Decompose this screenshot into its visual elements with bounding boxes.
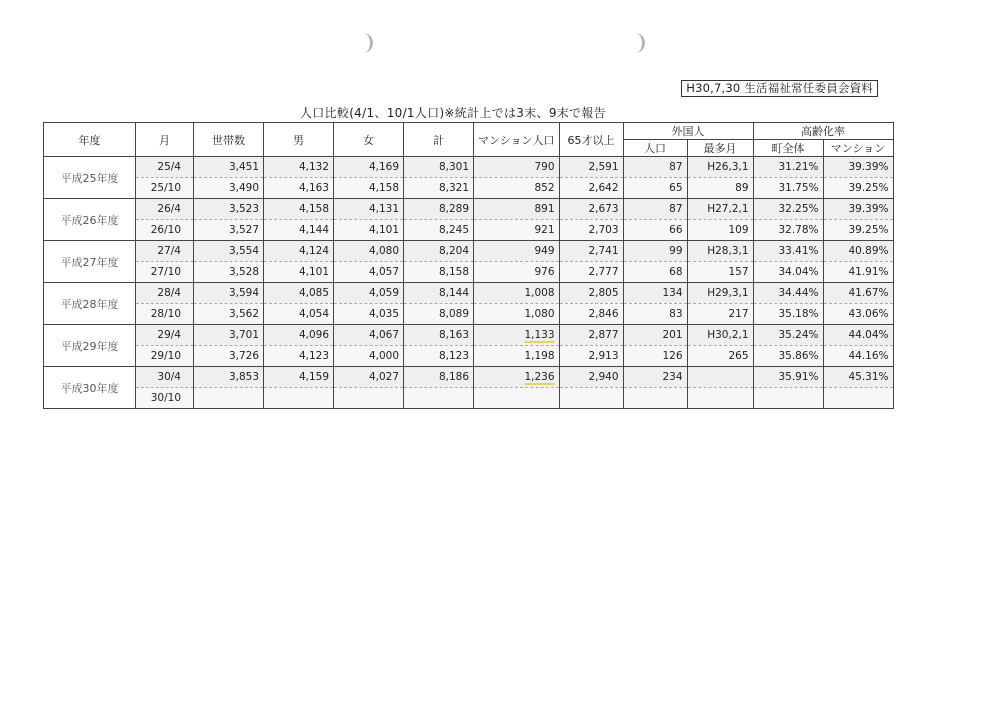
cell-aging-mansion <box>823 325 893 346</box>
cell-aging-town <box>753 220 823 241</box>
cell-aging-town-value: 35.24% <box>778 329 819 341</box>
table-row <box>44 304 894 325</box>
cell-households <box>194 283 264 304</box>
cell-mansion-pop <box>474 178 560 199</box>
cell-female-value: 4,059 <box>368 287 399 299</box>
col-header-aging-town: 町全体 <box>753 140 823 157</box>
cell-total <box>404 346 474 367</box>
cell-mansion-pop <box>474 367 560 388</box>
cell-households-value: 3,527 <box>228 224 259 236</box>
cell-total-value: 8,301 <box>438 161 469 173</box>
cell-mansion-pop-value: 1,133 <box>524 329 555 341</box>
cell-aging-mansion <box>823 388 893 409</box>
cell-over65 <box>559 241 623 262</box>
col-header-households: 世帯数 <box>194 123 264 157</box>
cell-over65 <box>559 262 623 283</box>
cell-male-value: 4,124 <box>298 245 329 257</box>
cell-over65 <box>559 325 623 346</box>
cell-total-value: 8,163 <box>438 329 469 341</box>
cell-male <box>264 262 334 283</box>
cell-aging-town <box>753 304 823 325</box>
table-row <box>44 325 894 346</box>
cell-female <box>334 283 404 304</box>
cell-foreign-pop <box>623 220 687 241</box>
cell-households-value: 3,726 <box>228 350 259 362</box>
cell-aging-mansion <box>823 346 893 367</box>
cell-total <box>404 241 474 262</box>
cell-mansion-pop-value: 921 <box>534 224 555 236</box>
cell-male-value: 4,085 <box>298 287 329 299</box>
cell-aging-mansion-value: 39.39% <box>848 161 889 173</box>
cell-aging-mansion <box>823 241 893 262</box>
cell-households <box>194 388 264 409</box>
cell-foreign-peak-value: H27,2,1 <box>707 203 749 215</box>
cell-over65-value: 2,805 <box>588 287 619 299</box>
cell-aging-town-value: 34.04% <box>778 266 819 278</box>
cell-mansion-pop-value: 852 <box>534 182 555 194</box>
cell-foreign-peak <box>687 157 753 178</box>
cell-aging-mansion <box>823 178 893 199</box>
cell-male <box>264 367 334 388</box>
cell-households <box>194 241 264 262</box>
cell-aging-mansion <box>823 367 893 388</box>
cell-mansion-pop-value: 891 <box>534 203 555 215</box>
cell-aging-mansion-value: 41.91% <box>848 266 889 278</box>
cell-over65-value: 2,741 <box>588 245 619 257</box>
cell-total-value: 8,186 <box>438 371 469 383</box>
cell-month: 30/10 <box>136 388 194 409</box>
cell-aging-mansion <box>823 283 893 304</box>
col-header-over65: 65才以上 <box>559 123 623 157</box>
table-row <box>44 241 894 262</box>
cell-total-value: 8,089 <box>438 308 469 320</box>
punch-hole-left <box>358 33 373 53</box>
cell-aging-mansion-value: 40.89% <box>848 245 889 257</box>
cell-female-value: 4,169 <box>368 161 399 173</box>
cell-female <box>334 346 404 367</box>
cell-over65 <box>559 199 623 220</box>
cell-female-value: 4,158 <box>368 182 399 194</box>
cell-total <box>404 199 474 220</box>
cell-over65 <box>559 220 623 241</box>
cell-households <box>194 157 264 178</box>
cell-households-value: 3,701 <box>228 329 259 341</box>
cell-year: 平成25年度 <box>44 157 136 199</box>
cell-aging-mansion <box>823 157 893 178</box>
cell-total <box>404 325 474 346</box>
cell-mansion-pop <box>474 325 560 346</box>
cell-mansion-pop-value: 1,080 <box>524 308 555 320</box>
cell-male <box>264 220 334 241</box>
cell-female <box>334 262 404 283</box>
cell-foreign-pop <box>623 241 687 262</box>
cell-households-value: 3,451 <box>228 161 259 173</box>
cell-foreign-peak-value: H28,3,1 <box>707 245 749 257</box>
cell-month: 30/4 <box>136 367 194 388</box>
cell-total-value: 8,144 <box>438 287 469 299</box>
cell-total <box>404 283 474 304</box>
cell-foreign-peak <box>687 346 753 367</box>
cell-households-value: 3,554 <box>228 245 259 257</box>
col-header-female: 女 <box>334 123 404 157</box>
cell-female-value: 4,101 <box>368 224 399 236</box>
cell-foreign-peak-value: H29,3,1 <box>707 287 749 299</box>
cell-households <box>194 220 264 241</box>
cell-male <box>264 388 334 409</box>
cell-aging-town <box>753 178 823 199</box>
cell-male <box>264 304 334 325</box>
cell-over65-value: 2,642 <box>588 182 619 194</box>
cell-foreign-peak-value: H26,3,1 <box>707 161 749 173</box>
cell-female-value: 4,057 <box>368 266 399 278</box>
cell-total-value: 8,204 <box>438 245 469 257</box>
cell-over65 <box>559 304 623 325</box>
table-row <box>44 262 894 283</box>
cell-aging-town <box>753 199 823 220</box>
cell-foreign-pop-value: 126 <box>662 350 683 362</box>
cell-mansion-pop-value: 976 <box>534 266 555 278</box>
cell-aging-town <box>753 262 823 283</box>
cell-female-value: 4,035 <box>368 308 399 320</box>
cell-male <box>264 283 334 304</box>
cell-mansion-pop <box>474 199 560 220</box>
cell-female <box>334 304 404 325</box>
cell-month: 28/4 <box>136 283 194 304</box>
cell-total <box>404 367 474 388</box>
cell-foreign-pop-value: 83 <box>669 308 683 320</box>
table-row <box>44 367 894 388</box>
cell-foreign-peak-value: 109 <box>728 224 749 236</box>
cell-month: 29/10 <box>136 346 194 367</box>
cell-foreign-peak <box>687 388 753 409</box>
cell-over65-value: 2,877 <box>588 329 619 341</box>
cell-male-value: 4,054 <box>298 308 329 320</box>
cell-aging-town-value: 34.44% <box>778 287 819 299</box>
cell-aging-town <box>753 367 823 388</box>
cell-foreign-peak <box>687 325 753 346</box>
cell-male <box>264 199 334 220</box>
cell-over65 <box>559 388 623 409</box>
cell-aging-town <box>753 388 823 409</box>
cell-foreign-pop <box>623 388 687 409</box>
cell-female <box>334 199 404 220</box>
cell-foreign-pop-value: 68 <box>669 266 683 278</box>
cell-year: 平成26年度 <box>44 199 136 241</box>
table-row <box>44 283 894 304</box>
cell-mansion-pop-value: 790 <box>534 161 555 173</box>
cell-mansion-pop-value: 1,008 <box>524 287 555 299</box>
cell-over65-value: 2,673 <box>588 203 619 215</box>
cell-foreign-peak <box>687 262 753 283</box>
cell-mansion-pop <box>474 262 560 283</box>
cell-foreign-peak-value: 217 <box>728 308 749 320</box>
cell-male <box>264 346 334 367</box>
cell-foreign-peak <box>687 199 753 220</box>
cell-male-value: 4,132 <box>298 161 329 173</box>
cell-aging-town-value: 31.21% <box>778 161 819 173</box>
cell-male <box>264 325 334 346</box>
cell-female <box>334 178 404 199</box>
cell-households <box>194 325 264 346</box>
cell-foreign-peak-value: 89 <box>735 182 749 194</box>
cell-male-value: 4,144 <box>298 224 329 236</box>
cell-foreign-pop-value: 201 <box>662 329 683 341</box>
cell-total <box>404 304 474 325</box>
cell-foreign-pop <box>623 367 687 388</box>
cell-mansion-pop <box>474 346 560 367</box>
cell-foreign-pop-value: 87 <box>669 161 683 173</box>
cell-aging-town-value: 35.91% <box>778 371 819 383</box>
cell-month: 25/10 <box>136 178 194 199</box>
cell-over65-value: 2,913 <box>588 350 619 362</box>
cell-month: 26/4 <box>136 199 194 220</box>
cell-mansion-pop <box>474 283 560 304</box>
cell-foreign-peak <box>687 283 753 304</box>
cell-households-value: 3,528 <box>228 266 259 278</box>
cell-households-value: 3,853 <box>228 371 259 383</box>
cell-mansion-pop <box>474 157 560 178</box>
cell-male-value: 4,159 <box>298 371 329 383</box>
cell-foreign-pop-value: 99 <box>669 245 683 257</box>
cell-female <box>334 241 404 262</box>
cell-over65-value: 2,940 <box>588 371 619 383</box>
cell-total-value: 8,158 <box>438 266 469 278</box>
cell-aging-town <box>753 157 823 178</box>
cell-mansion-pop <box>474 388 560 409</box>
table-row <box>44 157 894 178</box>
cell-foreign-pop <box>623 346 687 367</box>
cell-over65-value: 2,846 <box>588 308 619 320</box>
cell-mansion-pop <box>474 304 560 325</box>
cell-households <box>194 199 264 220</box>
cell-over65 <box>559 157 623 178</box>
cell-foreign-peak-value: 265 <box>728 350 749 362</box>
cell-male-value: 4,101 <box>298 266 329 278</box>
cell-male <box>264 157 334 178</box>
population-table <box>43 122 894 409</box>
cell-foreign-pop <box>623 325 687 346</box>
cell-aging-mansion-value: 41.67% <box>848 287 889 299</box>
cell-over65-value: 2,777 <box>588 266 619 278</box>
cell-households-value: 3,594 <box>228 287 259 299</box>
cell-households-value: 3,523 <box>228 203 259 215</box>
cell-aging-town-value: 32.78% <box>778 224 819 236</box>
cell-foreign-peak <box>687 367 753 388</box>
cell-total-value: 8,245 <box>438 224 469 236</box>
cell-households <box>194 178 264 199</box>
cell-households <box>194 304 264 325</box>
cell-female <box>334 325 404 346</box>
cell-month: 28/10 <box>136 304 194 325</box>
cell-aging-mansion <box>823 304 893 325</box>
cell-aging-town <box>753 325 823 346</box>
cell-over65 <box>559 178 623 199</box>
cell-female <box>334 157 404 178</box>
cell-aging-mansion <box>823 220 893 241</box>
cell-month: 27/4 <box>136 241 194 262</box>
cell-year: 平成30年度 <box>44 367 136 409</box>
col-header-male: 男 <box>264 123 334 157</box>
cell-total-value: 8,321 <box>438 182 469 194</box>
cell-aging-town-value: 32.25% <box>778 203 819 215</box>
cell-aging-town-value: 33.41% <box>778 245 819 257</box>
cell-households <box>194 262 264 283</box>
cell-foreign-pop <box>623 178 687 199</box>
cell-over65 <box>559 367 623 388</box>
cell-aging-mansion <box>823 199 893 220</box>
cell-foreign-peak <box>687 178 753 199</box>
cell-male <box>264 178 334 199</box>
cell-female-value: 4,000 <box>368 350 399 362</box>
cell-aging-town-value: 35.86% <box>778 350 819 362</box>
cell-foreign-peak <box>687 241 753 262</box>
cell-over65-value: 2,703 <box>588 224 619 236</box>
cell-households-value: 3,562 <box>228 308 259 320</box>
cell-year: 平成27年度 <box>44 241 136 283</box>
cell-total <box>404 388 474 409</box>
table-row <box>44 178 894 199</box>
cell-mansion-pop <box>474 241 560 262</box>
cell-total <box>404 220 474 241</box>
document-title: 人口比較(4/1、10/1人口)※統計上では3末、9末で報告 <box>300 106 606 120</box>
cell-female-value: 4,027 <box>368 371 399 383</box>
cell-mansion-pop-value: 1,198 <box>524 350 555 362</box>
table-row <box>44 199 894 220</box>
cell-aging-town <box>753 283 823 304</box>
col-header-total: 計 <box>404 123 474 157</box>
cell-aging-town-value: 31.75% <box>778 182 819 194</box>
cell-aging-mansion-value: 39.25% <box>848 182 889 194</box>
table-row <box>44 220 894 241</box>
cell-aging-mansion <box>823 262 893 283</box>
cell-foreign-pop-value: 234 <box>662 371 683 383</box>
cell-aging-town <box>753 241 823 262</box>
cell-year: 平成29年度 <box>44 325 136 367</box>
cell-female-value: 4,131 <box>368 203 399 215</box>
cell-foreign-peak <box>687 220 753 241</box>
col-header-foreign-peak: 最多月 <box>687 140 753 157</box>
cell-male <box>264 241 334 262</box>
cell-total <box>404 157 474 178</box>
cell-foreign-pop-value: 65 <box>669 182 683 194</box>
cell-aging-town <box>753 346 823 367</box>
cell-male-value: 4,158 <box>298 203 329 215</box>
document-header-note: H30,7,30 生活福祉常任委員会資料 <box>681 80 878 97</box>
cell-total-value: 8,123 <box>438 350 469 362</box>
cell-aging-mansion-value: 43.06% <box>848 308 889 320</box>
cell-households <box>194 367 264 388</box>
punch-hole-right <box>630 33 645 53</box>
cell-aging-mansion-value: 44.16% <box>848 350 889 362</box>
cell-households-value: 3,490 <box>228 182 259 194</box>
cell-foreign-pop-value: 66 <box>669 224 683 236</box>
table-row <box>44 346 894 367</box>
cell-month: 26/10 <box>136 220 194 241</box>
cell-female <box>334 367 404 388</box>
col-header-aging-group: 高齢化率 <box>753 123 893 140</box>
cell-foreign-pop <box>623 199 687 220</box>
cell-foreign-pop-value: 134 <box>662 287 683 299</box>
cell-total <box>404 178 474 199</box>
cell-foreign-pop <box>623 304 687 325</box>
cell-foreign-peak <box>687 304 753 325</box>
cell-female <box>334 220 404 241</box>
cell-over65 <box>559 346 623 367</box>
cell-aging-mansion-value: 39.25% <box>848 224 889 236</box>
col-header-aging-mansion: マンション <box>823 140 893 157</box>
cell-month: 25/4 <box>136 157 194 178</box>
cell-year: 平成28年度 <box>44 283 136 325</box>
cell-over65-value: 2,591 <box>588 161 619 173</box>
cell-foreign-peak-value: H30,2,1 <box>707 329 749 341</box>
cell-male-value: 4,163 <box>298 182 329 194</box>
cell-foreign-pop-value: 87 <box>669 203 683 215</box>
cell-female-value: 4,067 <box>368 329 399 341</box>
cell-over65 <box>559 283 623 304</box>
cell-foreign-peak-value: 157 <box>728 266 749 278</box>
col-header-year: 年度 <box>44 123 136 157</box>
cell-mansion-pop <box>474 220 560 241</box>
cell-female-value: 4,080 <box>368 245 399 257</box>
cell-female <box>334 388 404 409</box>
col-header-mansion-pop: マンション人口 <box>474 123 560 157</box>
cell-month: 27/10 <box>136 262 194 283</box>
table-row <box>44 388 894 409</box>
cell-total-value: 8,289 <box>438 203 469 215</box>
cell-male-value: 4,096 <box>298 329 329 341</box>
cell-month: 29/4 <box>136 325 194 346</box>
cell-aging-town-value: 35.18% <box>778 308 819 320</box>
cell-foreign-pop <box>623 157 687 178</box>
cell-mansion-pop-value: 949 <box>534 245 555 257</box>
cell-aging-mansion-value: 39.39% <box>848 203 889 215</box>
col-header-foreign-group: 外国人 <box>623 123 753 140</box>
cell-households <box>194 346 264 367</box>
cell-male-value: 4,123 <box>298 350 329 362</box>
cell-foreign-pop <box>623 283 687 304</box>
cell-mansion-pop-value: 1,236 <box>524 371 555 383</box>
cell-aging-mansion-value: 44.04% <box>848 329 889 341</box>
cell-foreign-pop <box>623 262 687 283</box>
col-header-month: 月 <box>136 123 194 157</box>
cell-aging-mansion-value: 45.31% <box>848 371 889 383</box>
cell-total <box>404 262 474 283</box>
col-header-foreign-pop: 人口 <box>623 140 687 157</box>
